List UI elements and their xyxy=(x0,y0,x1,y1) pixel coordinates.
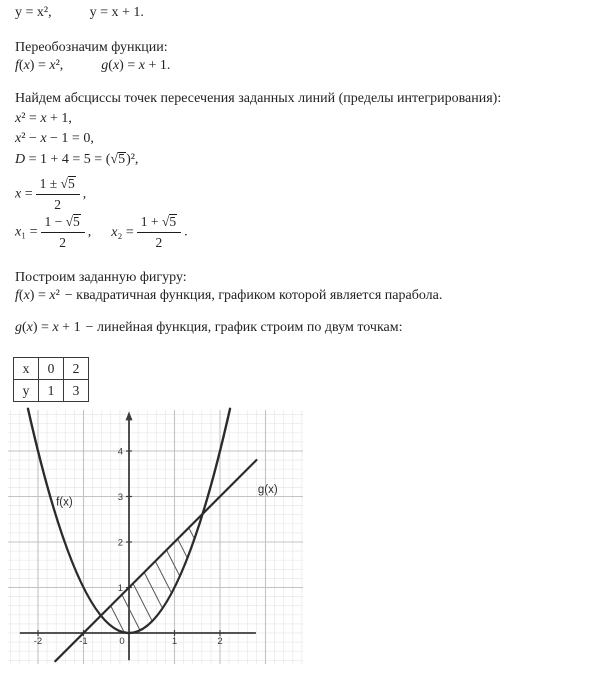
paragraph-find-abscissas: Найдем абсциссы точек пересечения заданных линий (пределы интегрирования): xyxy=(15,91,502,106)
given-equation-1: y = x², xyxy=(15,5,52,20)
points-table-row-x xyxy=(14,358,89,380)
g-description-math: g(x) = x + 1 xyxy=(15,320,81,335)
x-tick-label: -1 xyxy=(79,636,88,647)
eq4-tail: , xyxy=(82,186,87,202)
equation-1: x² = x + 1, xyxy=(15,111,72,126)
eq4-numerator: 1 ± √5 xyxy=(36,176,80,195)
eq4-lhs: x = xyxy=(15,186,33,202)
line-curve xyxy=(55,460,256,661)
x-tick-label: 0 xyxy=(119,636,125,647)
equation-2: x² − x − 1 = 0, xyxy=(15,131,94,146)
parabola-label: f(x) xyxy=(56,496,73,509)
g-description-text: − линейная функция, график строим по двум точкам: xyxy=(85,320,403,335)
table-cell: 0 xyxy=(39,358,64,380)
eq5b-fraction xyxy=(137,214,181,250)
function-graph xyxy=(0,405,305,676)
points-table-row-y xyxy=(14,380,89,402)
points-table xyxy=(13,357,89,402)
f-description-math: f(x) = x² xyxy=(15,288,60,303)
table-cell: 3 xyxy=(64,380,89,402)
eq5b-lhs: x₂ = xyxy=(111,224,134,240)
y-tick-label: 2 xyxy=(117,537,123,549)
g-description-line xyxy=(15,319,403,337)
y-tick-label: 1 xyxy=(117,583,123,594)
y-tick-label: 3 xyxy=(117,492,123,503)
g-definition: g(x) = x + 1. xyxy=(101,58,171,73)
equation-discriminant: D = 1 + 4 = 5 = (√5)², xyxy=(15,152,139,167)
eq4-denominator: 2 xyxy=(54,196,62,212)
y-axis-arrow xyxy=(126,411,133,420)
table-cell: x xyxy=(14,358,39,380)
x-tick-label: 2 xyxy=(217,636,223,647)
paragraph-build-figure: Построим заданную фигуру: xyxy=(15,270,187,285)
eq5b-denominator: 2 xyxy=(155,234,163,250)
eq5a-fraction xyxy=(41,214,85,250)
eq5a-tail: , xyxy=(87,224,92,240)
eq5a-denominator: 2 xyxy=(59,234,67,250)
eq4-fraction xyxy=(36,176,80,212)
table-cell: 1 xyxy=(39,380,64,402)
equation-roots-values xyxy=(15,214,188,250)
given-equations-line xyxy=(15,4,144,22)
f-description-line xyxy=(15,287,442,305)
y-tick-label: 4 xyxy=(117,446,123,458)
f-description-text: − квадратичная функция, графиком которой является парабола. xyxy=(64,288,443,303)
given-equation-2: y = x + 1. xyxy=(89,5,144,20)
line-label: g(x) xyxy=(257,483,278,496)
relabeled-functions-line xyxy=(15,57,170,75)
f-definition: f(x) = x², xyxy=(15,58,64,73)
equation-roots-general xyxy=(15,176,86,212)
eq5b-numerator: 1 + √5 xyxy=(137,214,181,233)
table-cell: y xyxy=(14,380,39,402)
x-tick-label: 1 xyxy=(171,636,178,647)
table-cell: 2 xyxy=(64,358,89,380)
x-tick-label: -2 xyxy=(33,636,43,647)
eq5a-lhs: x₁ = xyxy=(15,224,38,240)
paragraph-relabel: Переобозначим функции: xyxy=(15,40,168,55)
eq5b-tail: . xyxy=(184,224,188,240)
eq5a-numerator: 1 − √5 xyxy=(41,214,85,233)
